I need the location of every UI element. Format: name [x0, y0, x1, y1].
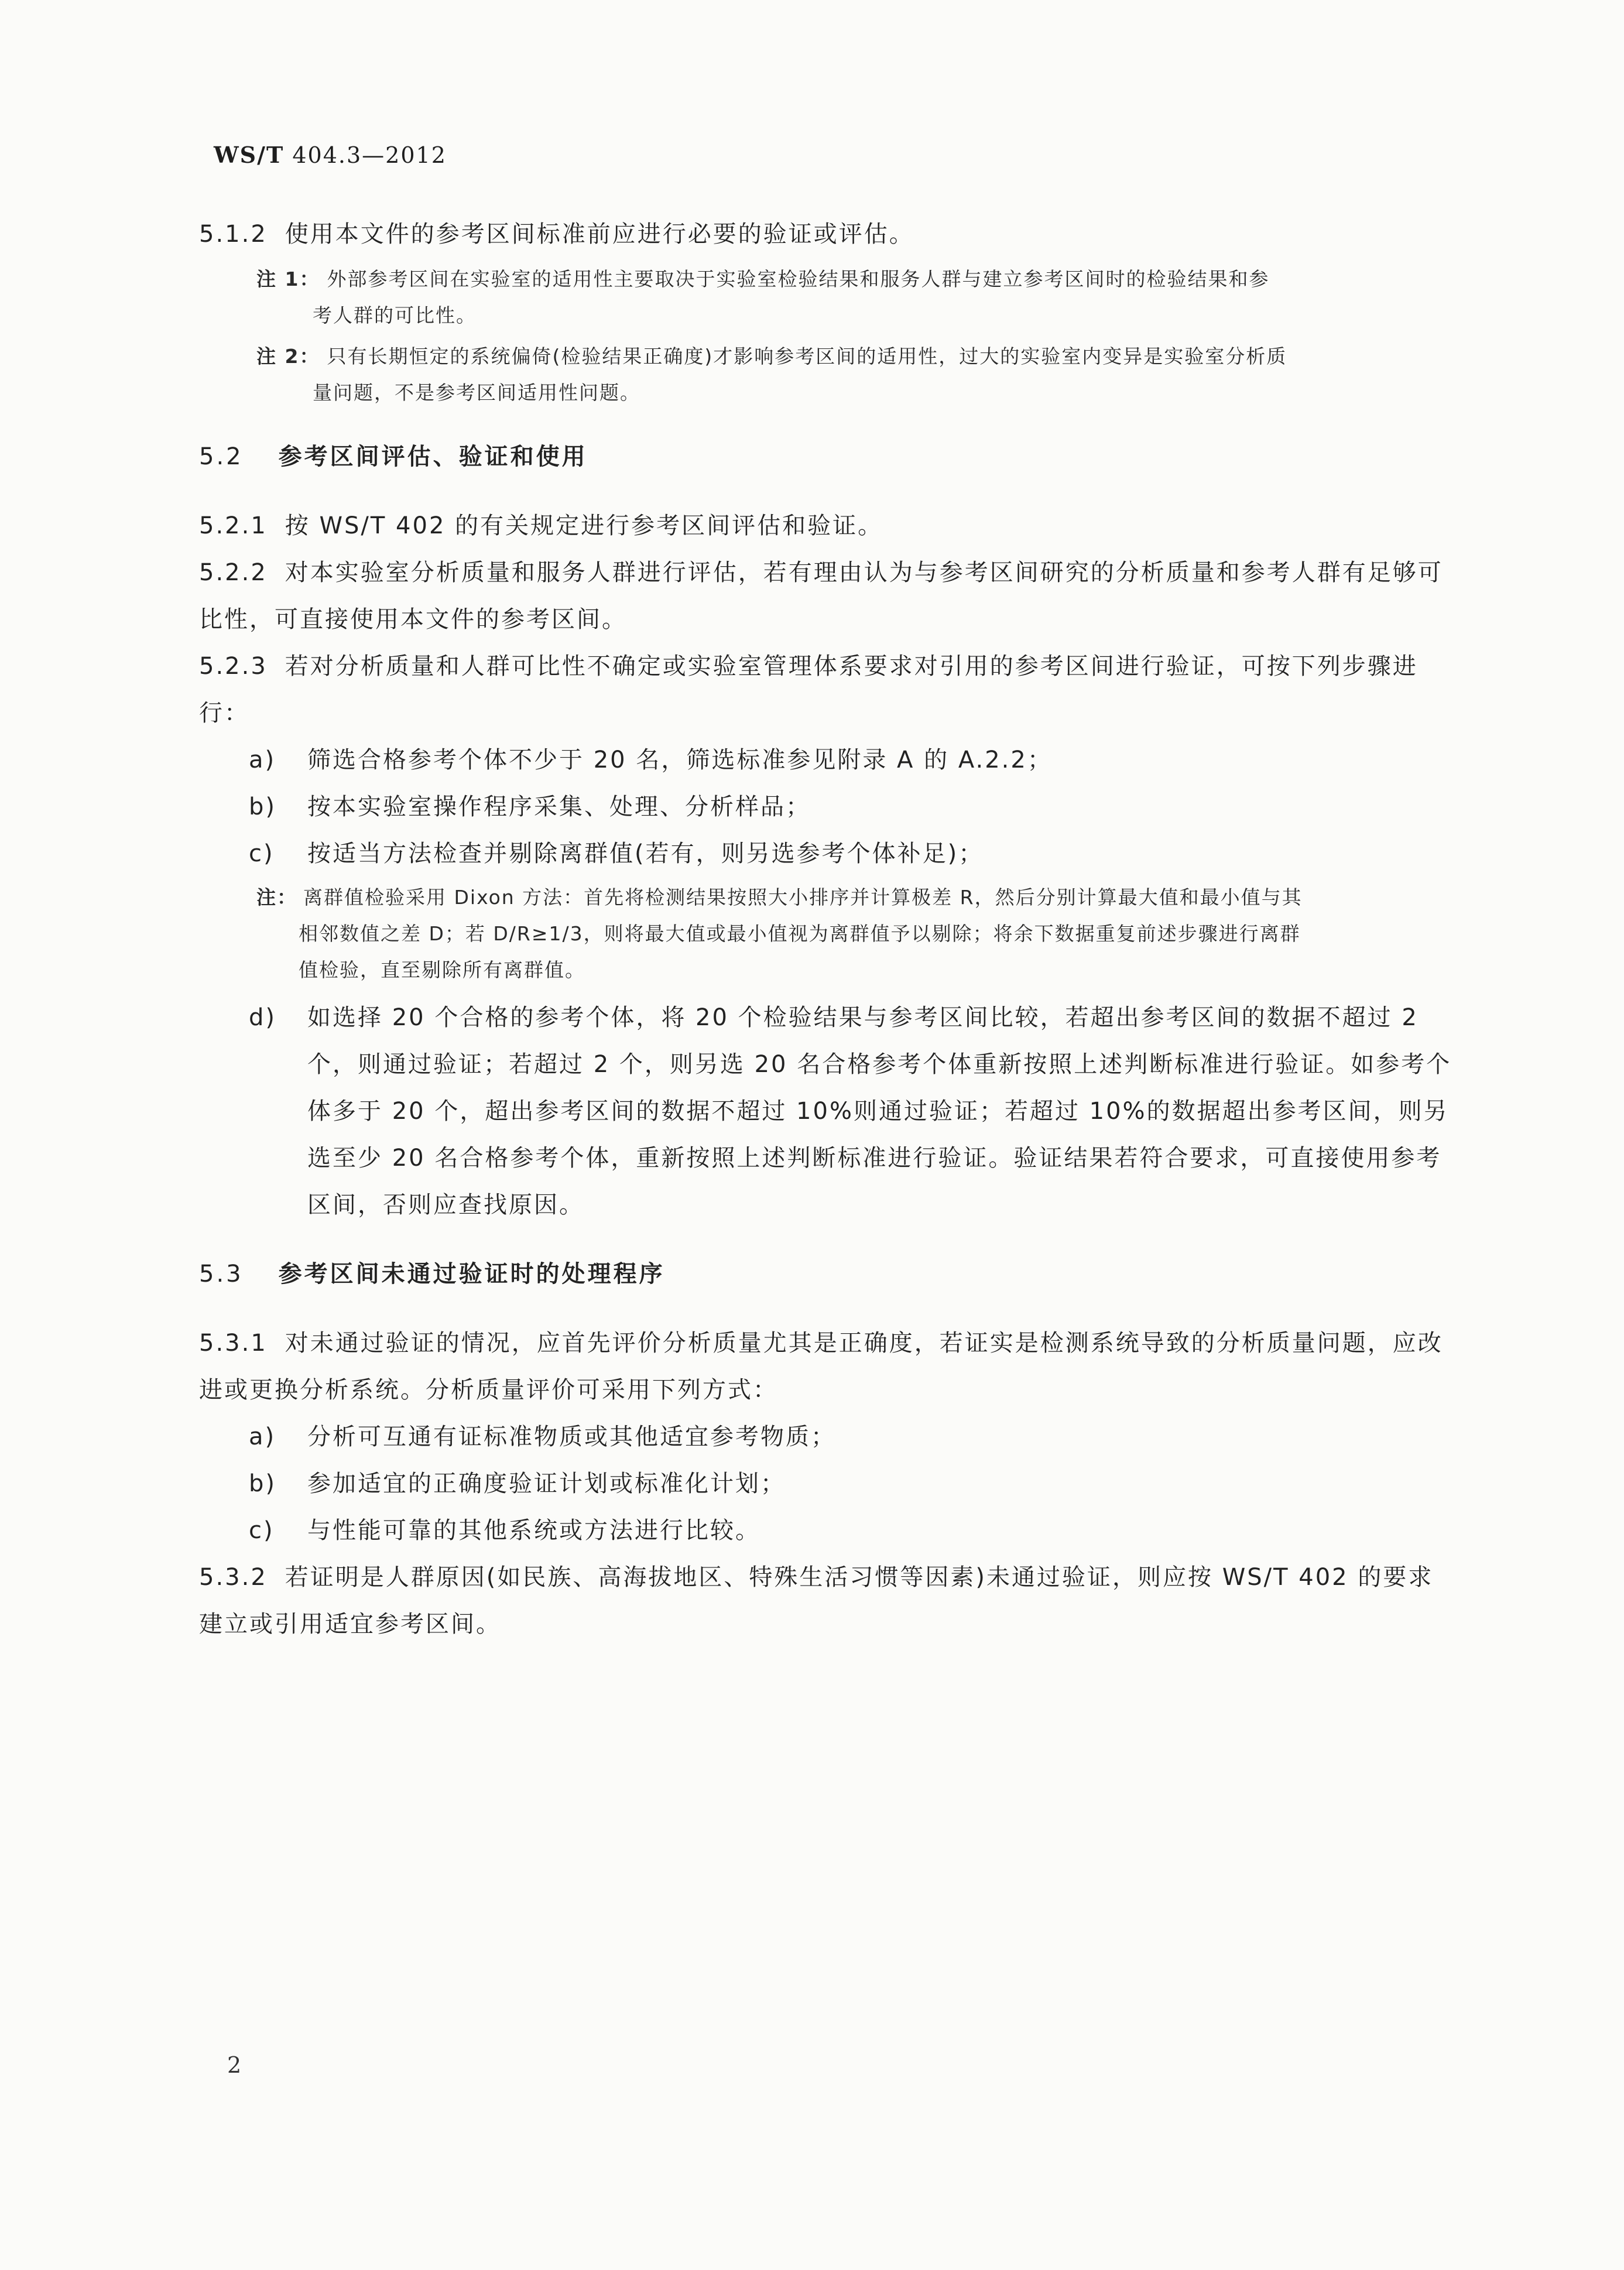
list-item-c	[199, 1507, 1458, 1554]
clause-number: 5.2.1	[199, 512, 268, 539]
section-heading-5-2	[199, 433, 1458, 480]
note-text-line-1: 离群值检验采用 Dixon 方法：首先将检测结果按照大小排序并计算极差 R，然后分别计算最大值和最小值与其	[303, 886, 1303, 909]
section-heading-5-3	[199, 1251, 1458, 1297]
standard-code: WS/T	[214, 142, 285, 168]
clause-5-2-3	[199, 643, 1458, 737]
clause-text: 对本实验室分析质量和服务人群进行评估，若有理由认为与参考区间研究的分析质量和参考人群有足够可比性，可直接使用本文件的参考区间。	[199, 559, 1443, 633]
note-label: 注 2：	[256, 345, 320, 368]
note-2	[199, 338, 1458, 411]
clause-5-2-2	[199, 549, 1458, 643]
standard-header	[214, 142, 447, 168]
list-text: 按适当方法检查并剔除离群值(若有，则另选参考个体补足)；	[307, 840, 984, 867]
note-label: 注 1：	[256, 268, 320, 290]
list-label: a)	[249, 1423, 276, 1450]
note-label: 注：	[256, 886, 297, 909]
outlier-note	[199, 879, 1458, 988]
clause-text: 若对分析质量和人群可比性不确定或实验室管理体系要求对引用的参考区间进行验证，可按下列步骤进行：	[199, 653, 1418, 727]
list-label: b)	[249, 1470, 276, 1497]
clause-number: 5.2.3	[199, 653, 268, 680]
clause-5-2-1	[199, 502, 1458, 549]
note-text: 外部参考区间在实验室的适用性主要取决于实验室检验结果和服务人群与建立参考区间时的检验结果和参	[327, 268, 1270, 290]
clause-5-3-2	[199, 1554, 1458, 1648]
clause-5-1-2	[199, 211, 1458, 258]
clause-text: 按 WS/T 402 的有关规定进行参考区间评估和验证。	[285, 512, 883, 539]
list-text: 参加适宜的正确度验证计划或标准化计划；	[307, 1470, 786, 1497]
section-title: 参考区间评估、验证和使用	[278, 443, 588, 470]
clause-5-3-1	[199, 1320, 1458, 1413]
clause-number: 5.2.2	[199, 559, 268, 586]
section-number: 5.2	[199, 443, 244, 470]
note-continuation: 量问题，不是参考区间适用性问题。	[313, 381, 640, 404]
clause-number: 5.3.1	[199, 1330, 268, 1357]
note-text-line-2: 相邻数值之差 D；若 D/R≥1/3，则将最大值或最小值视为离群值予以剔除；将余下数据重复前述步骤进行离群	[299, 922, 1301, 945]
clause-number: 5.1.2	[199, 221, 268, 248]
list-item-c	[199, 830, 1458, 877]
note-text: 只有长期恒定的系统偏倚(检验结果正确度)才影响参考区间的适用性，过大的实验室内变异是实验室分析质	[327, 345, 1287, 368]
page-number: 2	[227, 2052, 242, 2078]
list-text: 与性能可靠的其他系统或方法进行比较。	[307, 1517, 760, 1544]
list-item-b	[199, 1460, 1458, 1507]
list-text: 按本实验室操作程序采集、处理、分析样品；	[307, 793, 811, 820]
list-item-a	[199, 1413, 1458, 1460]
note-continuation: 考人群的可比性。	[313, 304, 477, 327]
section-title: 参考区间未通过验证时的处理程序	[278, 1261, 665, 1288]
clause-number: 5.3.2	[199, 1564, 268, 1591]
note-1	[199, 261, 1458, 334]
list-label: d)	[249, 1004, 276, 1031]
clause-text: 对未通过验证的情况，应首先评价分析质量尤其是正确度，若证实是检测系统导致的分析质量问题，应改进或更换分析系统。分析质量评价可采用下列方式：	[199, 1330, 1443, 1403]
list-label: c)	[249, 840, 275, 867]
clause-text: 使用本文件的参考区间标准前应进行必要的验证或评估。	[285, 221, 914, 248]
list-label: c)	[249, 1517, 275, 1544]
list-text: 分析可互通有证标准物质或其他适宜参考物质；	[307, 1423, 836, 1450]
list-item-b	[199, 783, 1458, 830]
list-text: 筛选合格参考个体不少于 20 名，筛选标准参见附录 A 的 A.2.2；	[307, 747, 1053, 773]
document-body	[199, 211, 1458, 1648]
section-number: 5.3	[199, 1261, 244, 1288]
list-label: a)	[249, 747, 276, 773]
list-label: b)	[249, 793, 276, 820]
standard-number: 404.3—2012	[292, 142, 447, 168]
clause-text: 若证明是人群原因(如民族、高海拔地区、特殊生活习惯等因素)未通过验证，则应按 WS/T 402 的要求建立或引用适宜参考区间。	[199, 1564, 1434, 1638]
list-text: 如选择 20 个合格的参考个体，将 20 个检验结果与参考区间比较，若超出参考区间的数据不超过 2 个，则通过验证；若超过 2 个，则另选 20 名合格参考个体重新按照上述判断标准进行验证。如参考个体多于 20 个，超出参考区间的数据不超过 10%则通过验证；若超过 10%的数据超出参考区间，则另选至少 20 名合格参考个体，重新按照上述判断标准进行验证。验证结果若符合要求，可直接使用参考区间，否则应查找原因。	[307, 1004, 1452, 1218]
list-item-d	[199, 994, 1458, 1228]
note-text-line-3: 值检验，直至剔除所有离群值。	[299, 958, 585, 981]
list-item-a	[199, 737, 1458, 783]
